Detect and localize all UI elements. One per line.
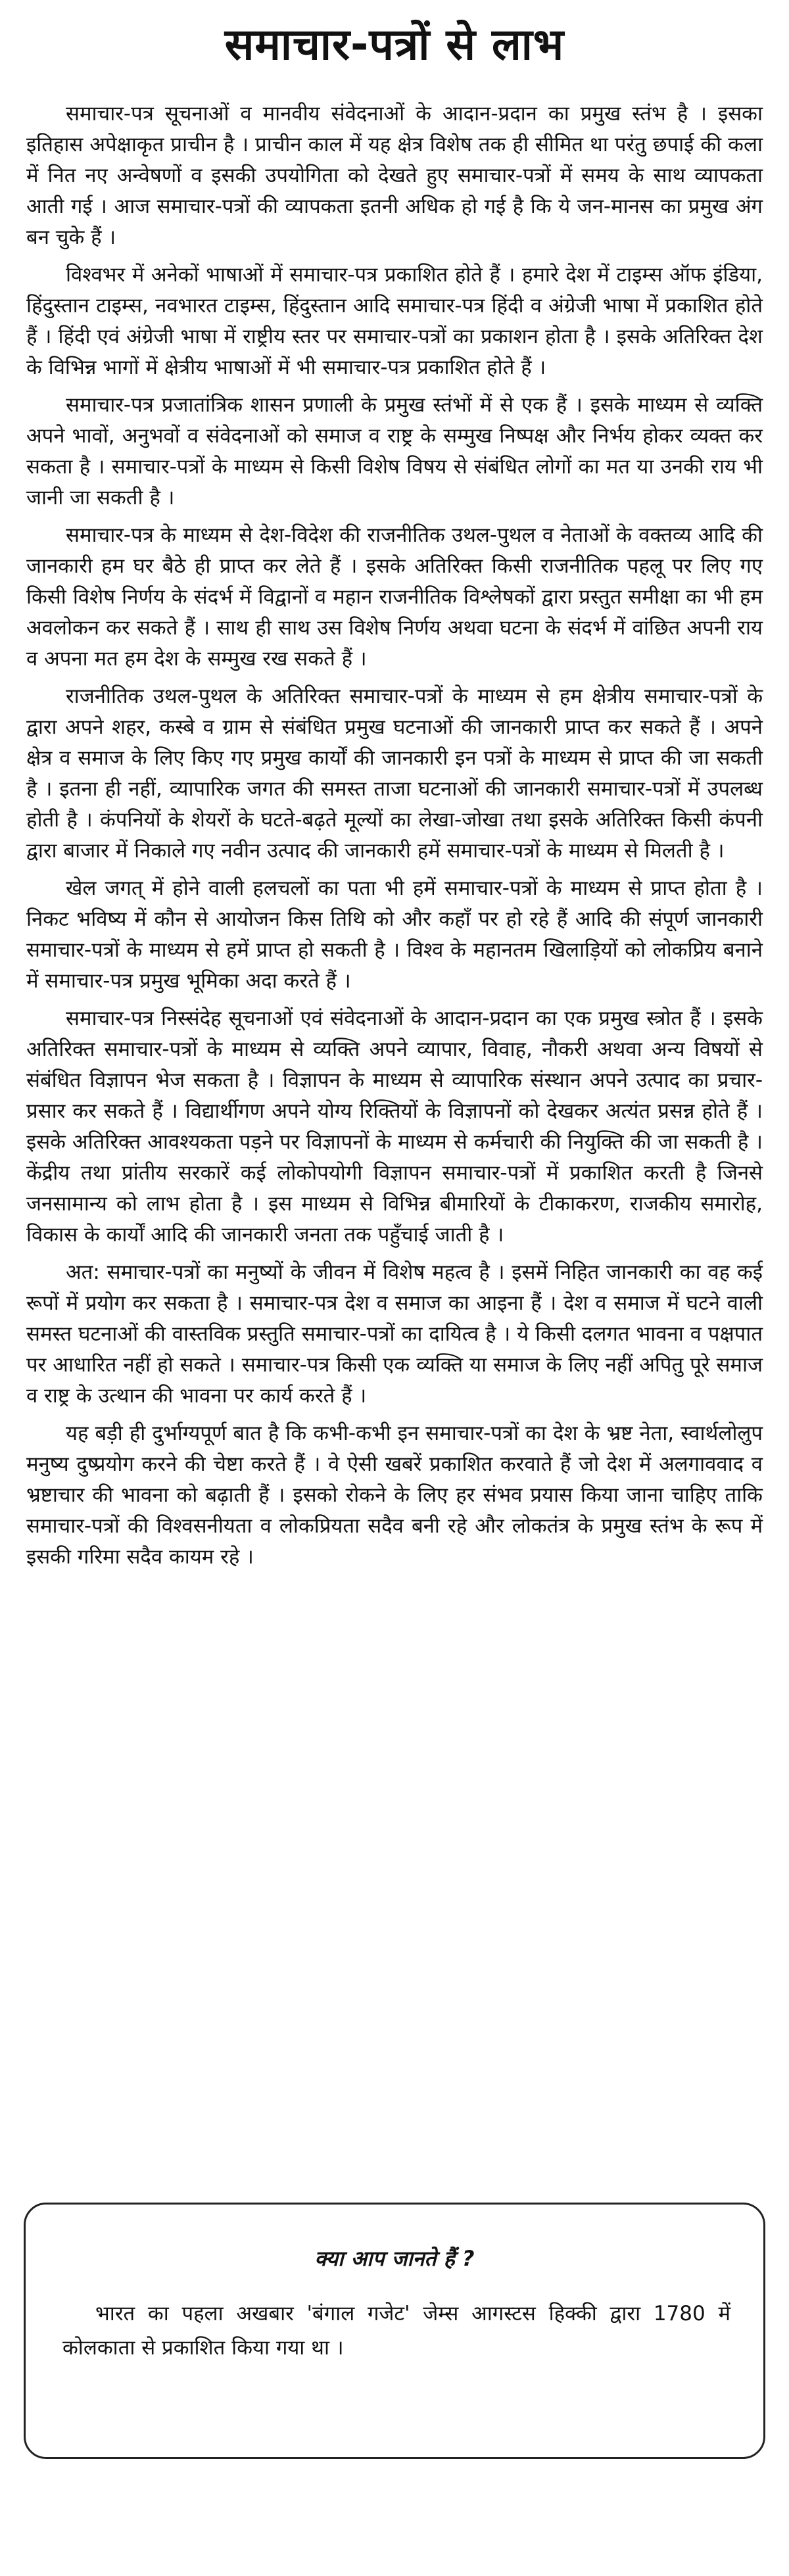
did-you-know-text: भारत का पहला अखबार 'बंगाल गजेट' जेम्स आगस्टस हिक्की द्वारा 1780 में कोलकाता से प्रकाशित किया गया था । bbox=[62, 2302, 730, 2360]
paragraph-5: राजनीतिक उथल-पुथल के अतिरिक्त समाचार-पत्रों के माध्यम से हम क्षेत्रीय समाचार-पत्रों के द्वारा अपने शहर, कस्बे व ग्राम से संबंधित प्रमुख घटनाओं की जानकारी प्राप्त कर सकते हैं । अपने क्षेत्र व समाज के लिए किए गए प्रमुख कार्यों की जानकारी इन पत्रों के माध्यम से प्राप्त की जा सकती है । इतना ही नहीं, व्यापारिक जगत की समस्त ताजा घटनाओं की जानकारी समाचार-पत्रों में उपलब्ध होती है । कंपनियों के शेयरों के घटते-बढ़ते मूल्यों का लेखा-जोखा तथा इसके अतिरिक्त किसी कंपनी द्वारा बाजार में निकाले गए नवीन उत्पाद की जानकारी हमें समाचार-पत्रों के माध्यम से मिलती है । bbox=[26, 684, 763, 863]
essay-body bbox=[26, 99, 763, 1579]
paragraph-9: यह बड़ी ही दुर्भाग्यपूर्ण बात है कि कभी-कभी इन समाचार-पत्रों का देश के भ्रष्ट नेता, स्वार्थलोलुप मनुष्य दुष्प्रयोग करने की चेष्टा करते हैं । वे ऐसी खबरें प्रकाशित करवाते हैं जो देश में अलगाववाद व भ्रष्टाचार की भावना को बढ़ाती हैं । इसको रोकने के लिए हर संभव प्रयास किया जाना चाहिए ताकि समाचार-पत्रों की विश्वसनीयता व लोकप्रियता सदैव बनी रहे और लोकतंत्र के प्रमुख स्तंभ के रूप में इसकी गरिमा सदैव कायम रहे । bbox=[26, 1421, 763, 1569]
page-title: समाचार-पत्रों से लाभ bbox=[224, 19, 565, 70]
did-you-know-heading: क्या आप जानते हैं ? bbox=[314, 2246, 475, 2271]
paragraph-2: विश्वभर में अनेकों भाषाओं में समाचार-पत्र प्रकाशित होते हैं । हमारे देश में टाइम्स ऑफ इंडिया, हिंदुस्तान टाइम्स, नवभारत टाइम्स, हिंदुस्तान आदि समाचार-पत्र हिंदी व अंग्रेजी भाषा में प्रकाशित होते हैं । हिंदी एवं अंग्रेजी भाषा में राष्ट्रीय स्तर पर समाचार-पत्रों का प्रकाशन होता है । इसके अतिरिक्त देश के विभिन्न भागों में क्षेत्रीय भाषाओं में भी समाचार-पत्र प्रकाशित होते हैं । bbox=[26, 263, 763, 379]
paragraph-7: समाचार-पत्र निस्संदेह सूचनाओं एवं संवेदनाओं के आदान-प्रदान का एक प्रमुख स्त्रोत हैं । इसके अतिरिक्त समाचार-पत्रों के माध्यम से व्यक्ति अपने व्यापार, विवाह, नौकरी अथवा अन्य विषयों से संबंधित विज्ञापन भेज सकता है । विज्ञापन के माध्यम से व्यापारिक संस्थान अपने उत्पाद का प्रचार-प्रसार कर सकते हैं । विद्यार्थीगण अपने योग्य रिक्तियों के विज्ञापनों को देखकर अत्यंत प्रसन्न होते हैं । इसके अतिरिक्त आवश्यकता पड़ने पर विज्ञापनों के माध्यम से कर्मचारी की नियुक्ति की जा सकती है । केंद्रीय तथा प्रांतीय सरकारें कई लोकोपयोगी विज्ञापन समाचार-पत्रों में प्रकाशित करती है जिनसे जनसामान्य को लाभ होता है । इस माध्यम से विभिन्न बीमारियों के टीकाकरण, राजकीय समारोह, विकास के कार्यों आदि की जानकारी जनता तक पहुँचाई जाती है । bbox=[26, 1007, 763, 1247]
paragraph-6: खेल जगत् में होने वाली हलचलों का पता भी हमें समाचार-पत्रों के माध्यम से प्राप्त होता है । निकट भविष्य में कौन से आयोजन किस तिथि को और कहाँ पर हो रहे हैं आदि की संपूर्ण जानकारी समाचार-पत्रों के माध्यम से हमें प्राप्त हो सकती है । विश्व के महानतम खिलाड़ियों को लोकप्रिय बनाने में समाचार-पत्र प्रमुख भूमिका अदा करते हैं । bbox=[26, 876, 763, 993]
did-you-know-box bbox=[24, 2203, 765, 2459]
paragraph-1: समाचार-पत्र सूचनाओं व मानवीय संवेदनाओं के आदान-प्रदान का प्रमुख स्तंभ है । इसका इतिहास अपेक्षाकृत प्राचीन है । प्राचीन काल में यह क्षेत्र विशेष तक ही सीमित था परंतु छपाई की कला में नित नए अन्वेषणों व इसकी उपयोगिता को देखते हुए समाचार-पत्रों में समय के साथ व्यापकता आती गई । आज समाचार-पत्रों की व्यापकता इतनी अधिक हो गई है कि ये जन-मानस का प्रमुख अंग बन चुके हैं । bbox=[26, 102, 763, 249]
paragraph-8: अत: समाचार-पत्रों का मनुष्यों के जीवन में विशेष महत्व है । इसमें निहित जानकारी का वह कई रूपों में प्रयोग कर सकता है । समाचार-पत्र देश व समाज का आइना हैं । देश व समाज में घटने वाली समस्त घटनाओं की वास्तविक प्रस्तुति समाचार-पत्रों का दायित्व है । ये किसी दलगत भावना व पक्षपात पर आधारित नहीं हो सकते । समाचार-पत्र किसी एक व्यक्ति या समाज के लिए नहीं अपितु पूरे समाज व राष्ट्र के उत्थान की भावना पर कार्य करते हैं । bbox=[26, 1260, 763, 1408]
paragraph-3: समाचार-पत्र प्रजातांत्रिक शासन प्रणाली के प्रमुख स्तंभों में से एक हैं । इसके माध्यम से व्यक्ति अपने भावों, अनुभवों व संवेदनाओं को समाज व राष्ट्र के सम्मुख निष्पक्ष और निर्भय होकर व्यक्त कर सकता है । समाचार-पत्रों के माध्यम से किसी विशेष विषय से संबंधित लोगों का मत या उनकी राय भी जानी जा सकती है । bbox=[26, 393, 763, 510]
paragraph-4: समाचार-पत्र के माध्यम से देश-विदेश की राजनीतिक उथल-पुथल व नेताओं के वक्तव्य आदि की जानकारी हम घर बैठे ही प्राप्त कर लेते हैं । इसके अतिरिक्त किसी राजनीतिक पहलू पर लिए गए किसी विशेष निर्णय के संदर्भ में विद्वानों व महान राजनीतिक विश्लेषकों द्वारा प्रस्तुत समीक्षा का भी हम अवलोकन कर सकते हैं । साथ ही साथ उस विशेष निर्णय अथवा घटना के संदर्भ में वांछित अपनी राय व अपना मत हम देश के सम्मुख रख सकते हैं । bbox=[26, 523, 763, 671]
